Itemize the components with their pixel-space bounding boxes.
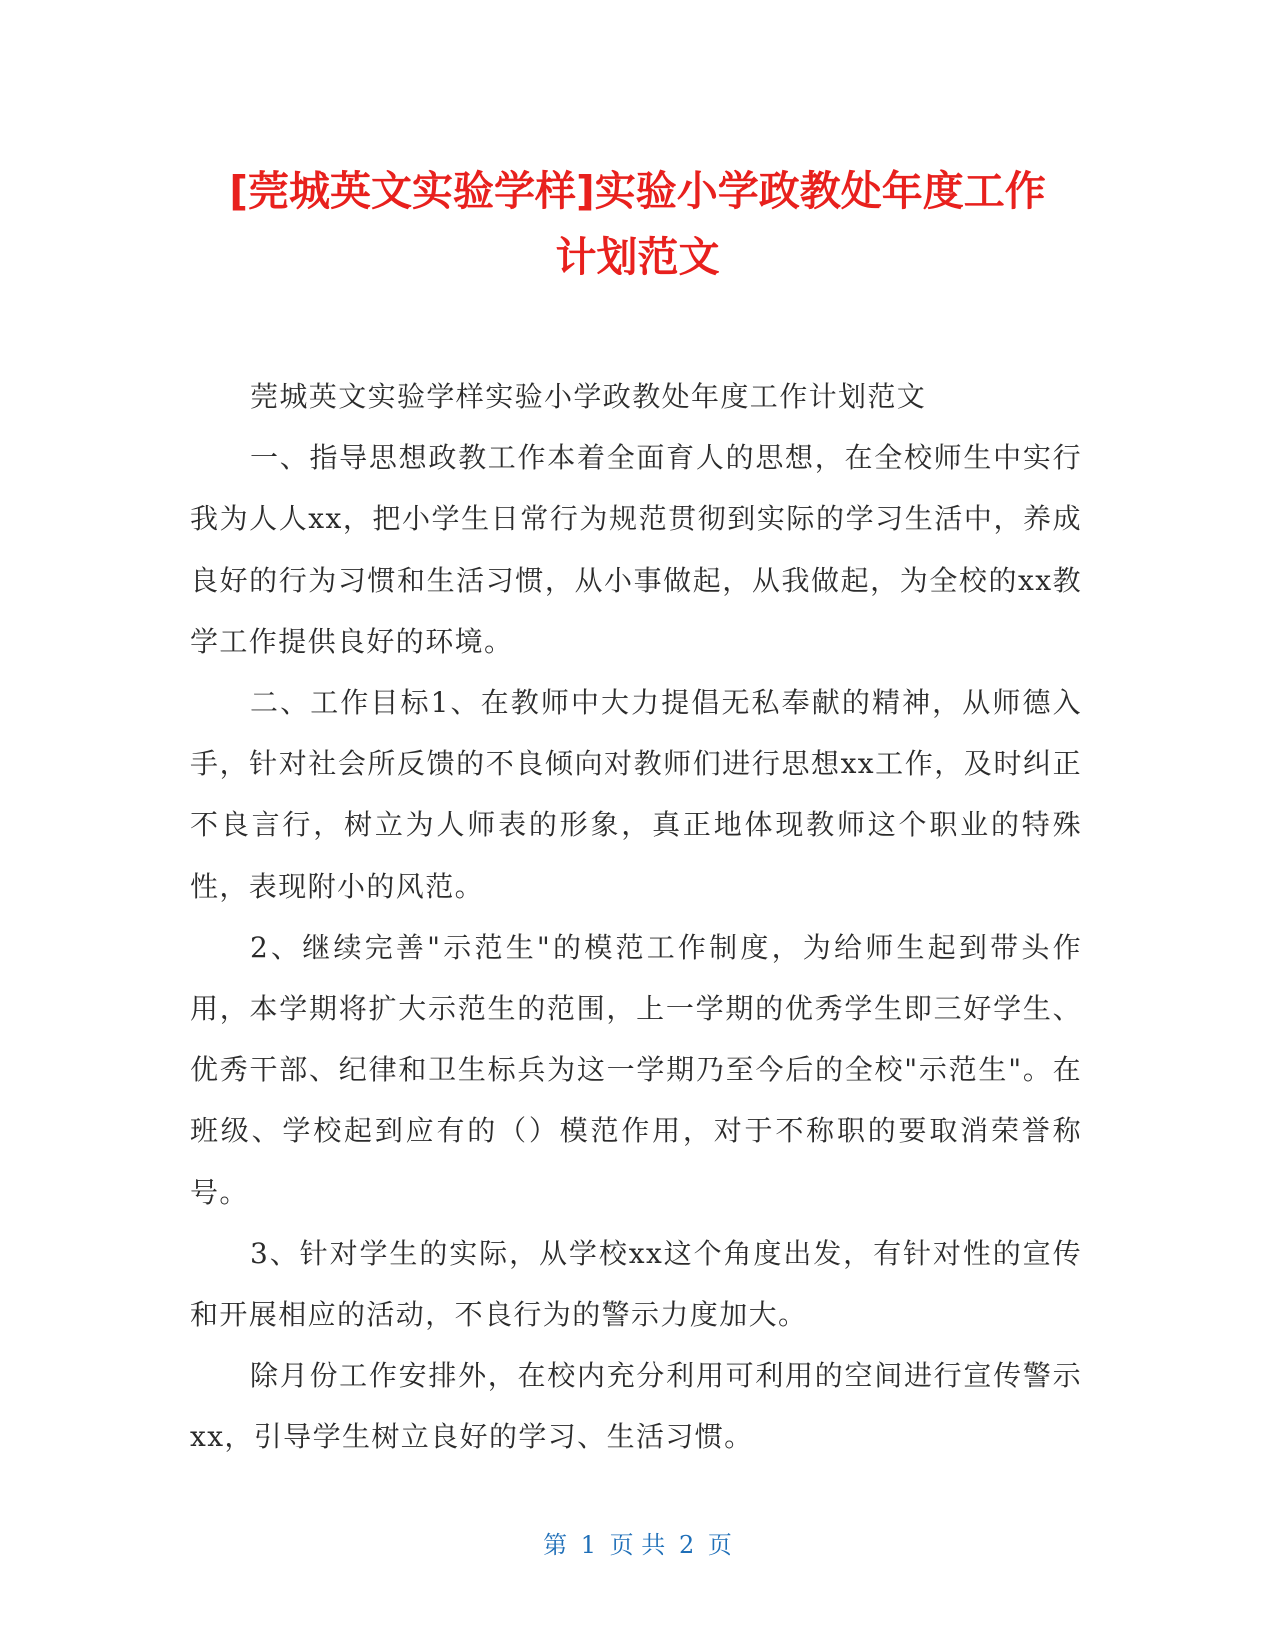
paragraph-model-students: 2、继续完善"示范生"的模范工作制度，为给师生起到带头作用，本学期将扩大示范生的范围，上一学期的优秀学生即三好学生、优秀干部、纪律和卫生标兵为这一学期乃至今后的全校"示范生"。在班级、学校起到应有的（）模范作用，对于不称职的要取消荣誉称号。 [190,930,1082,1209]
paragraph-work-goals: 二、工作目标1、在教师中大力提倡无私奉献的精神，从师德入手，针对社会所反馈的不良倾向对教师们进行思想xx工作，及时纠正不良言行，树立为人师表的形象，真正地体现教师这个职业的特殊性，表现附小的风范。 [190,686,1082,903]
paragraph-targeted-activities: 3、针对学生的实际，从学校xx这个角度出发，有针对性的宣传和开展相应的活动，不良行为的警示力度加大。 [190,1236,1082,1332]
footer-total-pages: 2 [678,1531,695,1559]
page-footer [0,1530,1275,1560]
footer-label-of: 页 共 [609,1531,666,1559]
footer-label-page: 第 [543,1531,568,1559]
paragraph-guiding-ideology: 一、指导思想政教工作本着全面育人的思想，在全校师生中实行我为人人xx，把小学生日常行为规范贯彻到实际的学习生活中，养成良好的行为习惯和生活习惯，从小事做起，从我做起，为全校的xx教学工作提供良好的环境。 [190,441,1082,658]
paragraph-publicity: 除月份工作安排外，在校内充分利用可利用的空间进行宣传警示xx，引导学生树立良好的学习、生活习惯。 [190,1359,1082,1454]
document-title [150,158,1125,290]
paragraph-heading: 莞城英文实验学样实验小学政教处年度工作计划范文 [250,380,927,413]
title-line-1: [莞城英文实验学样]实验小学政教处年度工作 [229,167,1046,215]
title-line-2: 计划范文 [555,233,720,281]
document-body [190,366,1082,1468]
footer-current-page: 1 [580,1531,597,1559]
footer-label-end: 页 [707,1531,732,1559]
